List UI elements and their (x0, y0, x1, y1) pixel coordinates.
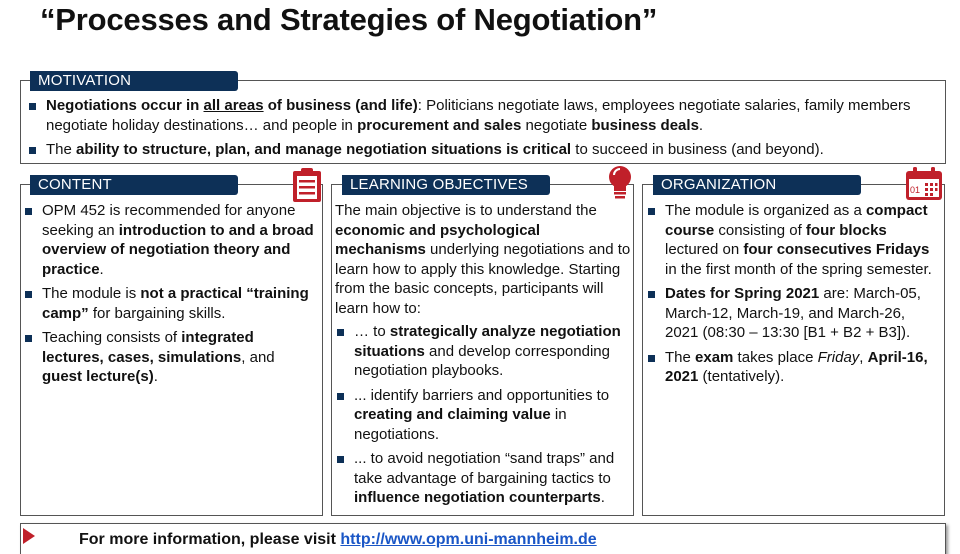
motivation-bullet (26, 140, 926, 160)
organization-bullet (645, 284, 941, 343)
content-bullet (22, 201, 318, 279)
content-header: CONTENT (30, 175, 238, 195)
lightbulb-icon (606, 165, 634, 206)
content-text: , and (241, 348, 275, 366)
objectives-text: and develop corresponding negotiation playbooks. (354, 342, 610, 379)
organization-header: ORGANIZATION (653, 175, 861, 195)
footer-label: For more information, please visit (79, 531, 341, 548)
objectives-bullet (334, 322, 630, 381)
objectives-text: in negotiations. (354, 406, 567, 443)
motivation-text: The (46, 141, 77, 158)
content-text: Teaching consists of (42, 329, 182, 346)
objectives-text: underlying negotiations and to learn how to apply this knowledge. Starting from the basic concepts, participants will learn how to: (335, 241, 631, 317)
organization-text: are: March-05, March-12, March-19, and March-26, 2021 (08:30 – 13:30 [B1 + B2 + B3]). (665, 285, 921, 341)
objectives-text: The main objective is to understand the (335, 202, 597, 219)
content-text: integrated lectures, cases, simulations (42, 329, 254, 366)
organization-text: The module is organized as a (665, 202, 866, 219)
motivation-text: to succeed in business (and beyond). (571, 141, 824, 158)
organization-bullet (645, 201, 941, 279)
motivation-text: business deals (591, 116, 699, 134)
content-text: . (99, 260, 104, 278)
content-text: for bargaining skills. (88, 304, 226, 322)
organization-text: in the first month of the spring semester. (665, 260, 932, 278)
objectives-bullet (334, 449, 630, 508)
organization-text: four consecutives Fridays (743, 241, 930, 258)
objectives-header: LEARNING OBJECTIVES (342, 175, 550, 195)
objectives-text: economic and psychological mechanisms (335, 221, 541, 258)
content-text: The module is (42, 285, 141, 302)
motivation-list (26, 96, 926, 160)
motivation-header: MOTIVATION (30, 71, 238, 91)
organization-text: April-16, 2021 (665, 348, 928, 385)
objectives-bullet (334, 386, 630, 445)
organization-text: exam (695, 348, 734, 366)
content-text: OPM 452 is recommended for anyone seeking an (42, 202, 296, 239)
content-text: guest lecture(s) (42, 368, 154, 385)
organization-text: takes place (733, 348, 818, 366)
motivation-text: . (698, 116, 704, 134)
organization-text: consisting of (714, 221, 806, 239)
organization-text: four blocks (805, 221, 887, 239)
objectives-intro (335, 201, 631, 318)
organization-list (645, 201, 941, 387)
objectives-text: ... to avoid negotiation “sand traps” and take advantage of bargaining tactics to (354, 450, 615, 487)
objectives-text: strategically analyze negotiation situations (354, 323, 621, 360)
organization-text: Friday (817, 348, 860, 366)
motivation-text: Negotiations occur in (46, 97, 204, 114)
calendar-day-label: 01 (910, 185, 921, 195)
content-list (22, 201, 318, 387)
footer-bar (20, 523, 946, 554)
motivation-bullet (26, 96, 926, 135)
organization-text: , (859, 348, 868, 366)
motivation-text: : Politicians negotiate laws, employees negotiate salaries, family members negotiate holiday destinations… and people in (46, 97, 911, 134)
motivation-text: procurement and sales (357, 116, 522, 134)
content-text: not a practical “training camp” (42, 285, 309, 322)
objectives-text: influence negotiation counterparts (354, 489, 601, 506)
objectives-text: … to (354, 323, 390, 340)
organization-bullet (645, 348, 941, 387)
motivation-text: all areas (203, 97, 264, 114)
organization-text: (tentatively). (698, 368, 785, 385)
content-bullet (22, 284, 318, 323)
objectives-text: . (600, 489, 605, 506)
footer-link[interactable]: http://www.opm.uni-mannheim.de (340, 531, 597, 548)
objectives-list (334, 322, 630, 508)
arrow-icon (23, 528, 35, 544)
content-text: introduction to and a broad overview of negotiation theory and practice (42, 221, 314, 278)
content-text: . (153, 368, 158, 385)
organization-text: The (665, 348, 696, 366)
organization-text: lectured on (665, 241, 744, 258)
motivation-text: of business (and life) (263, 97, 418, 114)
motivation-text: ability to structure, plan, and manage negotiation situations is critical (76, 141, 572, 158)
organization-text: compact course (665, 202, 928, 239)
organization-text: Dates for Spring 2021 (665, 285, 820, 302)
motivation-text: negotiate (521, 116, 592, 134)
footer-text (79, 531, 597, 549)
slide-title: “Processes and Strategies of Negotiation” (40, 2, 658, 37)
objectives-text: ... identify barriers and opportunities to (354, 386, 610, 404)
content-bullet (22, 328, 318, 387)
objectives-text: creating and claiming value (354, 406, 551, 423)
